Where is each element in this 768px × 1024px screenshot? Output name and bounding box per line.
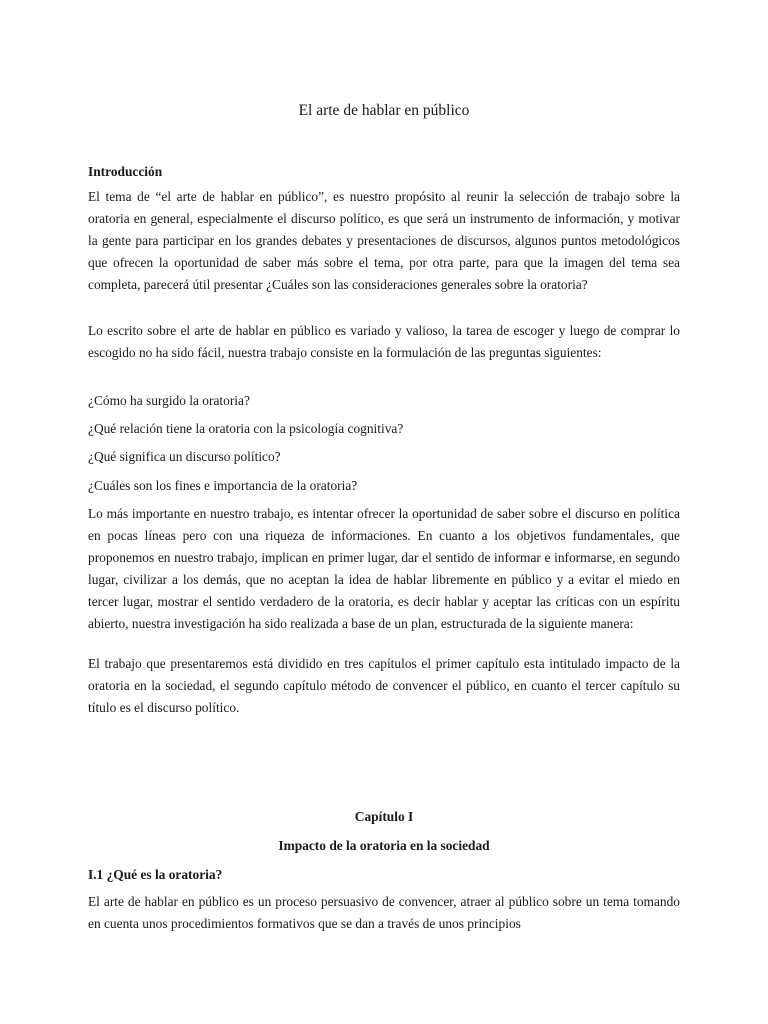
question-item: ¿Cuáles son los fines e importancia de la oratoria? [88, 478, 358, 493]
intro-paragraph-2: Lo escrito sobre el arte de hablar en público es variado y valioso, la tarea de escoger y luego de comprar lo escogido no ha sido fácil, nuestra trabajo consiste en la formulación de las preguntas siguientes: [88, 323, 680, 360]
section-paragraph: El arte de hablar en público es un proceso persuasivo de convencer, atraer al público sobre un tema tomando en cuenta unos procedimientos formativos que se dan a través de unos principios [88, 894, 680, 931]
intro-paragraph-4: El trabajo que presentaremos está dividido en tres capítulos el primer capítulo esta intitulado impacto de la oratoria en la sociedad, el segundo capítulo método de convencer el público, en cuanto el tercer capítulo su título es el discurso político. [88, 656, 680, 715]
chapter-subtitle: Impacto de la oratoria en la sociedad [278, 838, 490, 853]
intro-heading: Introducción [88, 164, 163, 179]
document-title: El arte de hablar en público [298, 102, 470, 119]
question-item: ¿Qué significa un discurso político? [88, 449, 281, 464]
intro-paragraph-3: Lo más importante en nuestro trabajo, es intentar ofrecer la oportunidad de saber sobre el discurso en política en pocas líneas pero con una riqueza de informaciones. En cuanto a los objetivos fundamentales, que proponemos en nuestro trabajo, implican en primer lugar, dar el sentido de informar e informarse, en segundo lugar, civilizar a los demás, que no aceptan la idea de hablar libremente en público y a evitar el miedo en tercer lugar, mostrar el sentido verdadero de la oratoria, es decir hablar y aceptar las críticas con un espíritu abierto, nuestra investigación ha sido realizada a base de un plan, estructurada de la siguiente manera: [88, 506, 680, 631]
question-item: ¿Cómo ha surgido la oratoria? [88, 393, 250, 408]
document-page [88, 0, 680, 1024]
question-item: ¿Qué relación tiene la oratoria con la psicología cognitiva? [88, 421, 404, 436]
section-heading: I.1 ¿Qué es la oratoria? [88, 867, 223, 882]
intro-paragraph-1: El tema de “el arte de hablar en público”, es nuestro propósito al reunir la selección de trabajo sobre la oratoria en general, especialmente el discurso político, es que será un instrumento de información, y motivar la gente para participar en los grandes debates y presentaciones de discursos, algunos puntos metodológicos que ofrecen la oportunidad de saber más sobre el tema, por otra parte, para que la imagen del tema sea completa, parecerá útil presentar ¿Cuáles son las consideraciones generales sobre la oratoria? [88, 189, 680, 292]
chapter-heading: Capítulo I [354, 809, 414, 824]
